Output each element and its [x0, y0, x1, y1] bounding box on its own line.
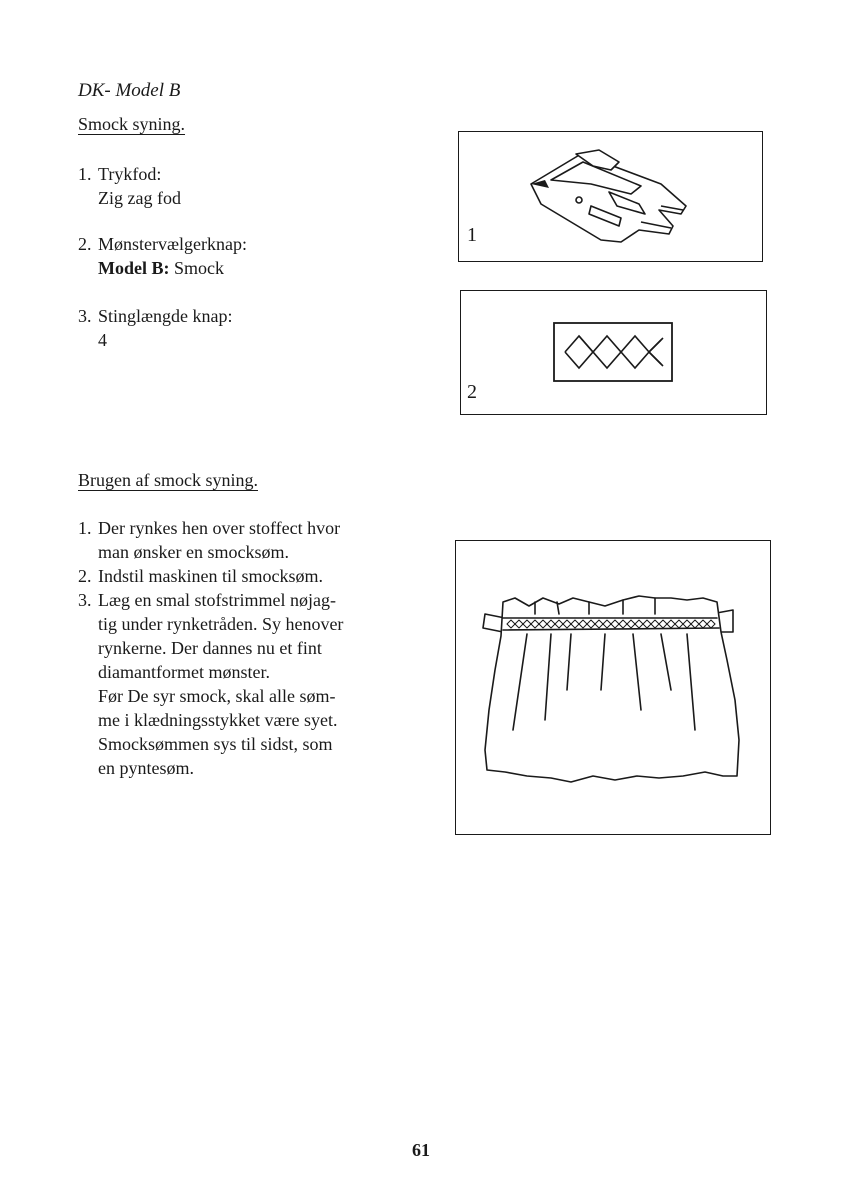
list-line: Før De syr smock, skal alle søm-: [98, 686, 336, 706]
figure-1-box: [458, 131, 763, 262]
section-heading-brugen-af-smock-syning: Brugen af smock syning.: [78, 470, 258, 490]
step-1: [78, 162, 181, 210]
page-number: 61: [412, 1140, 430, 1160]
list-line: tig under rynketråden. Sy henover: [98, 614, 344, 634]
list-line: Der rynkes hen over stoffect hvor: [98, 518, 341, 538]
step-2: [78, 232, 247, 280]
list-line: Læg en smal stofstrimmel nøjag-: [98, 590, 336, 610]
list-line: en pyntesøm.: [98, 758, 194, 778]
list-item-number: 3.: [78, 590, 92, 610]
figure-2-box: [460, 290, 767, 415]
step-value: 4: [98, 330, 107, 350]
smocked-fabric-illustration: [455, 540, 771, 835]
step-label: Stinglængde knap:: [98, 306, 233, 326]
step-label: Mønstervælgerknap:: [98, 234, 247, 254]
step-number: 3.: [78, 306, 92, 326]
list-item: [78, 564, 418, 588]
list-item-number: 2.: [78, 566, 92, 586]
section-heading-smock-syning: Smock syning.: [78, 114, 186, 134]
usage-list: [78, 516, 418, 780]
list-item-number: 1.: [78, 518, 92, 538]
list-line: me i klædningsstykket være syet.: [98, 710, 338, 730]
step-label: Trykfod:: [98, 164, 162, 184]
presser-foot-icon: [521, 144, 691, 254]
figure-number: 2: [467, 381, 477, 403]
step-number: 2.: [78, 234, 92, 254]
figure-3-box: [455, 540, 771, 835]
list-line: Indstil maskinen til smocksøm.: [98, 566, 323, 586]
list-line: diamantformet mønster.: [98, 662, 270, 682]
list-line: rynkerne. Der dannes nu et fint: [98, 638, 322, 658]
list-line: Smocksømmen sys til sidst, som: [98, 734, 333, 754]
list-line: man ønsker en smocksøm.: [98, 542, 289, 562]
step-value-bold: Model B:: [98, 258, 170, 278]
smock-stitch-pattern-icon: [553, 322, 673, 382]
list-item: [78, 516, 418, 564]
list-item: [78, 588, 418, 780]
step-3: [78, 304, 233, 352]
step-value: Zig zag fod: [98, 188, 181, 208]
model-title: DK- Model B: [78, 80, 181, 101]
step-number: 1.: [78, 164, 92, 184]
step-value: [78, 256, 247, 280]
figure-number: 1: [467, 224, 477, 246]
step-value-text: Smock: [169, 258, 225, 278]
